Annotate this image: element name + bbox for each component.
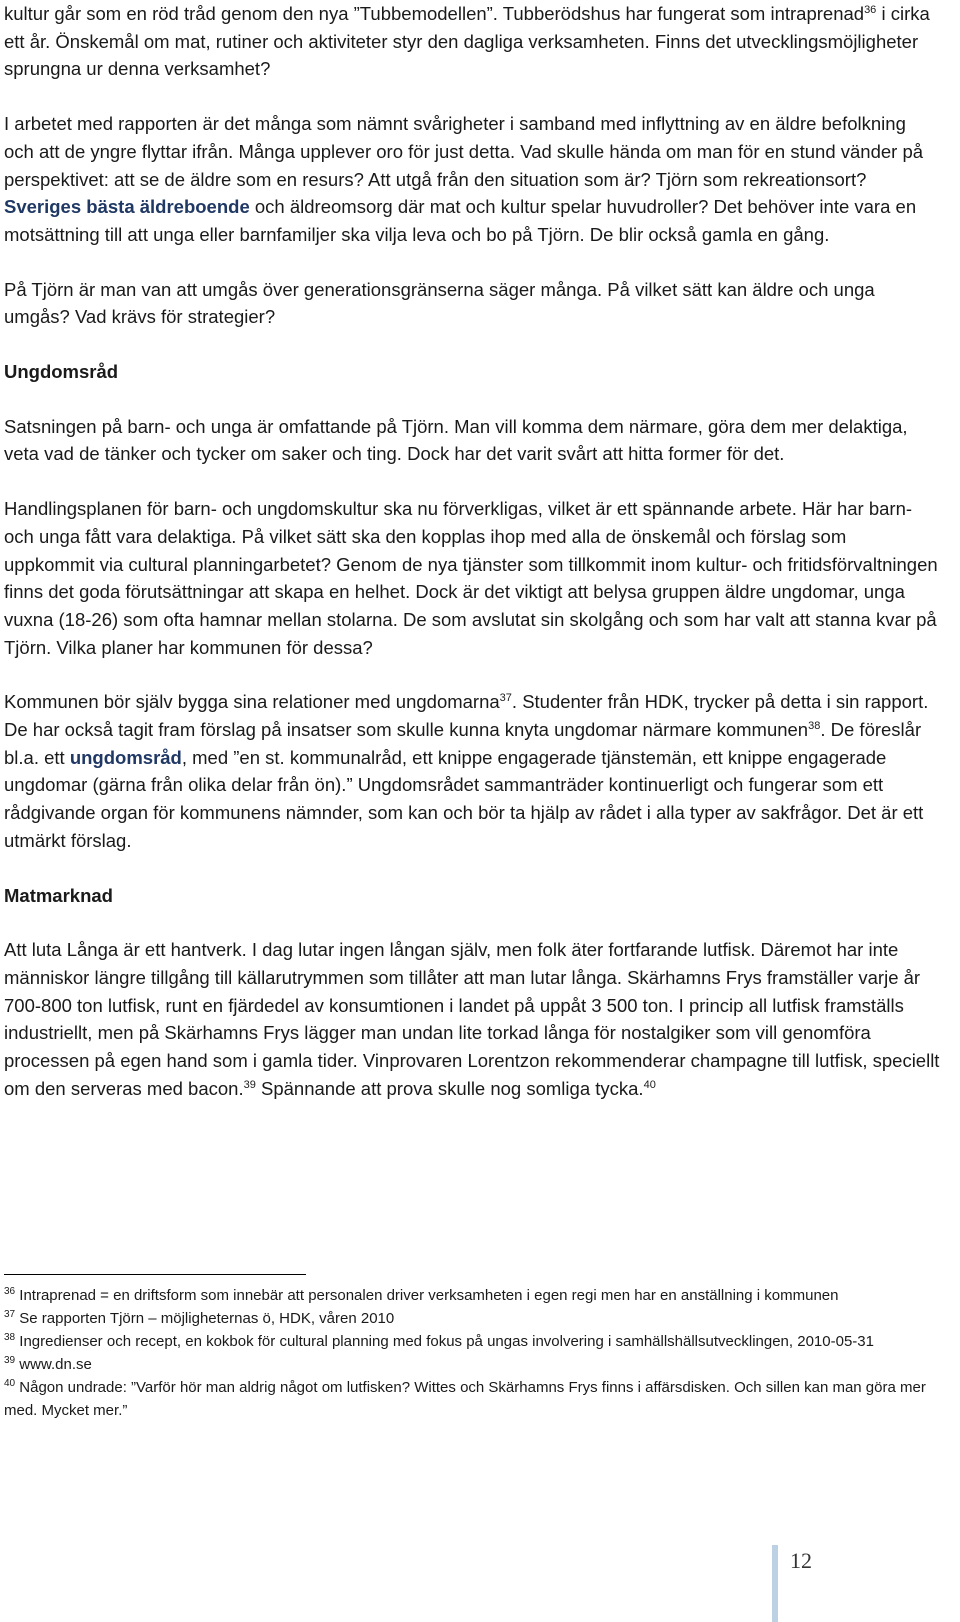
page-number-bar	[772, 1545, 778, 1622]
footnotes	[4, 1284, 934, 1422]
footnote-ref-36[interactable]: 36	[864, 3, 877, 16]
document-body	[4, 0, 940, 1103]
paragraph-satsningen: Satsningen på barn- och unga är omfattande på Tjörn. Man vill komma dem närmare, göra dem mer delaktiga, veta vad de tänker och tycker om saker och ting. Dock har det varit svårt att hitta former för det.	[4, 415, 908, 465]
paragraph-tubbemodellen: kultur går som en röd tråd genom den nya ”Tubbemodellen”. Tubberödshus har fungerat som intraprenad$^{36}$ i cirka ett år. Önskemål om mat, rutiner och aktiviteter styr den dagliga verksamheten. Finns det utvecklingsmöjligheter sprungna ur denna verksamhet?	[4, 3, 930, 80]
paragraph-inflyttning: I arbetet med rapporten är det många som nämnt svårigheter i samband med inflyttning av en äldre befolkning och att de yngre flyttar ifrån. Många upplever oro för just detta. Vad skulle hända om man för en stund vänder på perspektivet: att se de äldre som en resurs? Att utgå från den situation som är? Tjörn som rekreationsort? Sveriges bästa äldreboende och äldreomsorg där mat och kultur spelar huvudroller? Det behöver inte vara en motsättning till att unga eller barnfamiljer ska vilja leva och bo på Tjörn. De blir också gamla en gång.	[4, 113, 924, 245]
paragraph-handlingsplanen: Handlingsplanen för barn- och ungdomskultur ska nu förverkligas, vilket är ett spännande arbete. Här har barn- och unga fått vara delaktiga. På vilket sätt ska den kopplas ihop med alla de önskemål och förslag som uppkommit via cultural planningarbetet? Genom de nya tjänster som tillkommit inom kultur- och fritidsförvaltningen finns det goda förutsättningar att skapa en helhet. Dock är det viktigt att belysa gruppen äldre ungdomar, unga vuxna (18-26) som ofta hamnar mellan stolarna. De som avslutat sin skolgång och som har valt att stanna kvar på Tjörn. Vilka planer har kommunen för dessa?	[4, 498, 938, 658]
footnote-ref-39[interactable]: 39	[243, 1078, 256, 1091]
footnote-ref-37[interactable]: 37	[499, 692, 512, 705]
footnote-39: $^{39}$ www.dn.se	[4, 1355, 92, 1373]
paragraph-kommunen: Kommunen bör själv bygga sina relationer med ungdomarna$^{37}$. Studenter från HDK, trycker på detta i sin rapport. De har också tagit fram förslag på insatser som skulle kunna knyta ungdomar närmare kommunen$^{38}$. De föreslår bl.a. ett ungdomsråd, med ”en st. kommunalråd, ett knippe engagerade tjänstemän, ett knippe engagerade ungdomar (gärna från olika delar från ön).” Ungdomsrådet sammanträder kontinuerligt och fungerar som ett rådgivande organ för kommunens nämnder, som kan och bör ta hjälp av rådet i alla typer av sakfrågor. Det är ett utmärkt förslag.	[4, 691, 929, 851]
footnote-38: $^{38}$ Ingredienser och recept, en kokbok för cultural planning med fokus på ungas involvering i samhällshällsutvecklingen, 2010-05-31	[4, 1332, 874, 1350]
footnote-ref-38[interactable]: 38	[808, 719, 821, 732]
footnote-37: $^{37}$ Se rapporten Tjörn – möjligheternas ö, HDK, våren 2010	[4, 1309, 395, 1327]
page-number: 12	[790, 1548, 812, 1573]
heading-ungdomsrad: Ungdomsråd	[4, 361, 119, 383]
heading-matmarknad: Matmarknad	[4, 884, 113, 906]
footnote-36: $^{36}$ Intraprenad = en driftsform som innebär att personalen driver verksamheten i egen regi men har en anställning i kommunen	[4, 1286, 839, 1304]
bold-ungdomsrad: ungdomsråd	[69, 746, 182, 768]
footnote-divider	[4, 1274, 306, 1275]
paragraph-generationer: På Tjörn är man van att umgås över generationsgränserna säger många. På vilket sätt kan äldre och unga umgås? Vad krävs för strategier?	[4, 278, 875, 328]
footnote-40: $^{40}$ Någon undrade: ”Varför hör man aldrig något om lutfisken? Wittes och Skärhamns Frys finns i affärsdisken. Och sillen kan man göra mer med. Mycket mer.”	[4, 1378, 926, 1419]
bold-aldreboende: Sveriges bästa äldreboende	[4, 196, 250, 218]
footnote-ref-40[interactable]: 40	[643, 1078, 656, 1091]
footnote-link-dn[interactable]: www.dn.se	[15, 1356, 92, 1373]
paragraph-lutfisk: Att luta Långa är ett hantverk. I dag lutar ingen långan själv, men folk äter fortfarande lutfisk. Däremot har inte människor längre tillgång till källarutrymmen som tillåter att man lutar långa. Skärhamns Frys framställer varje år 700-800 ton lutfisk, runt en fjärdedel av konsumtionen i landet på uppåt 3 500 ton. I princip all lutfisk framställs industriellt, men på Skärhamns Frys lägger man undan lite torkad långa för nostalgiker som vill genomföra processen på egen hand som i gamla tider. Vinprovaren Lorentzon rekommenderar champagne till lutfisk, speciellt om den serveras med bacon.$^{39}$ Spännande att prova skulle nog somliga tycka.$^{40}$	[4, 939, 940, 1099]
